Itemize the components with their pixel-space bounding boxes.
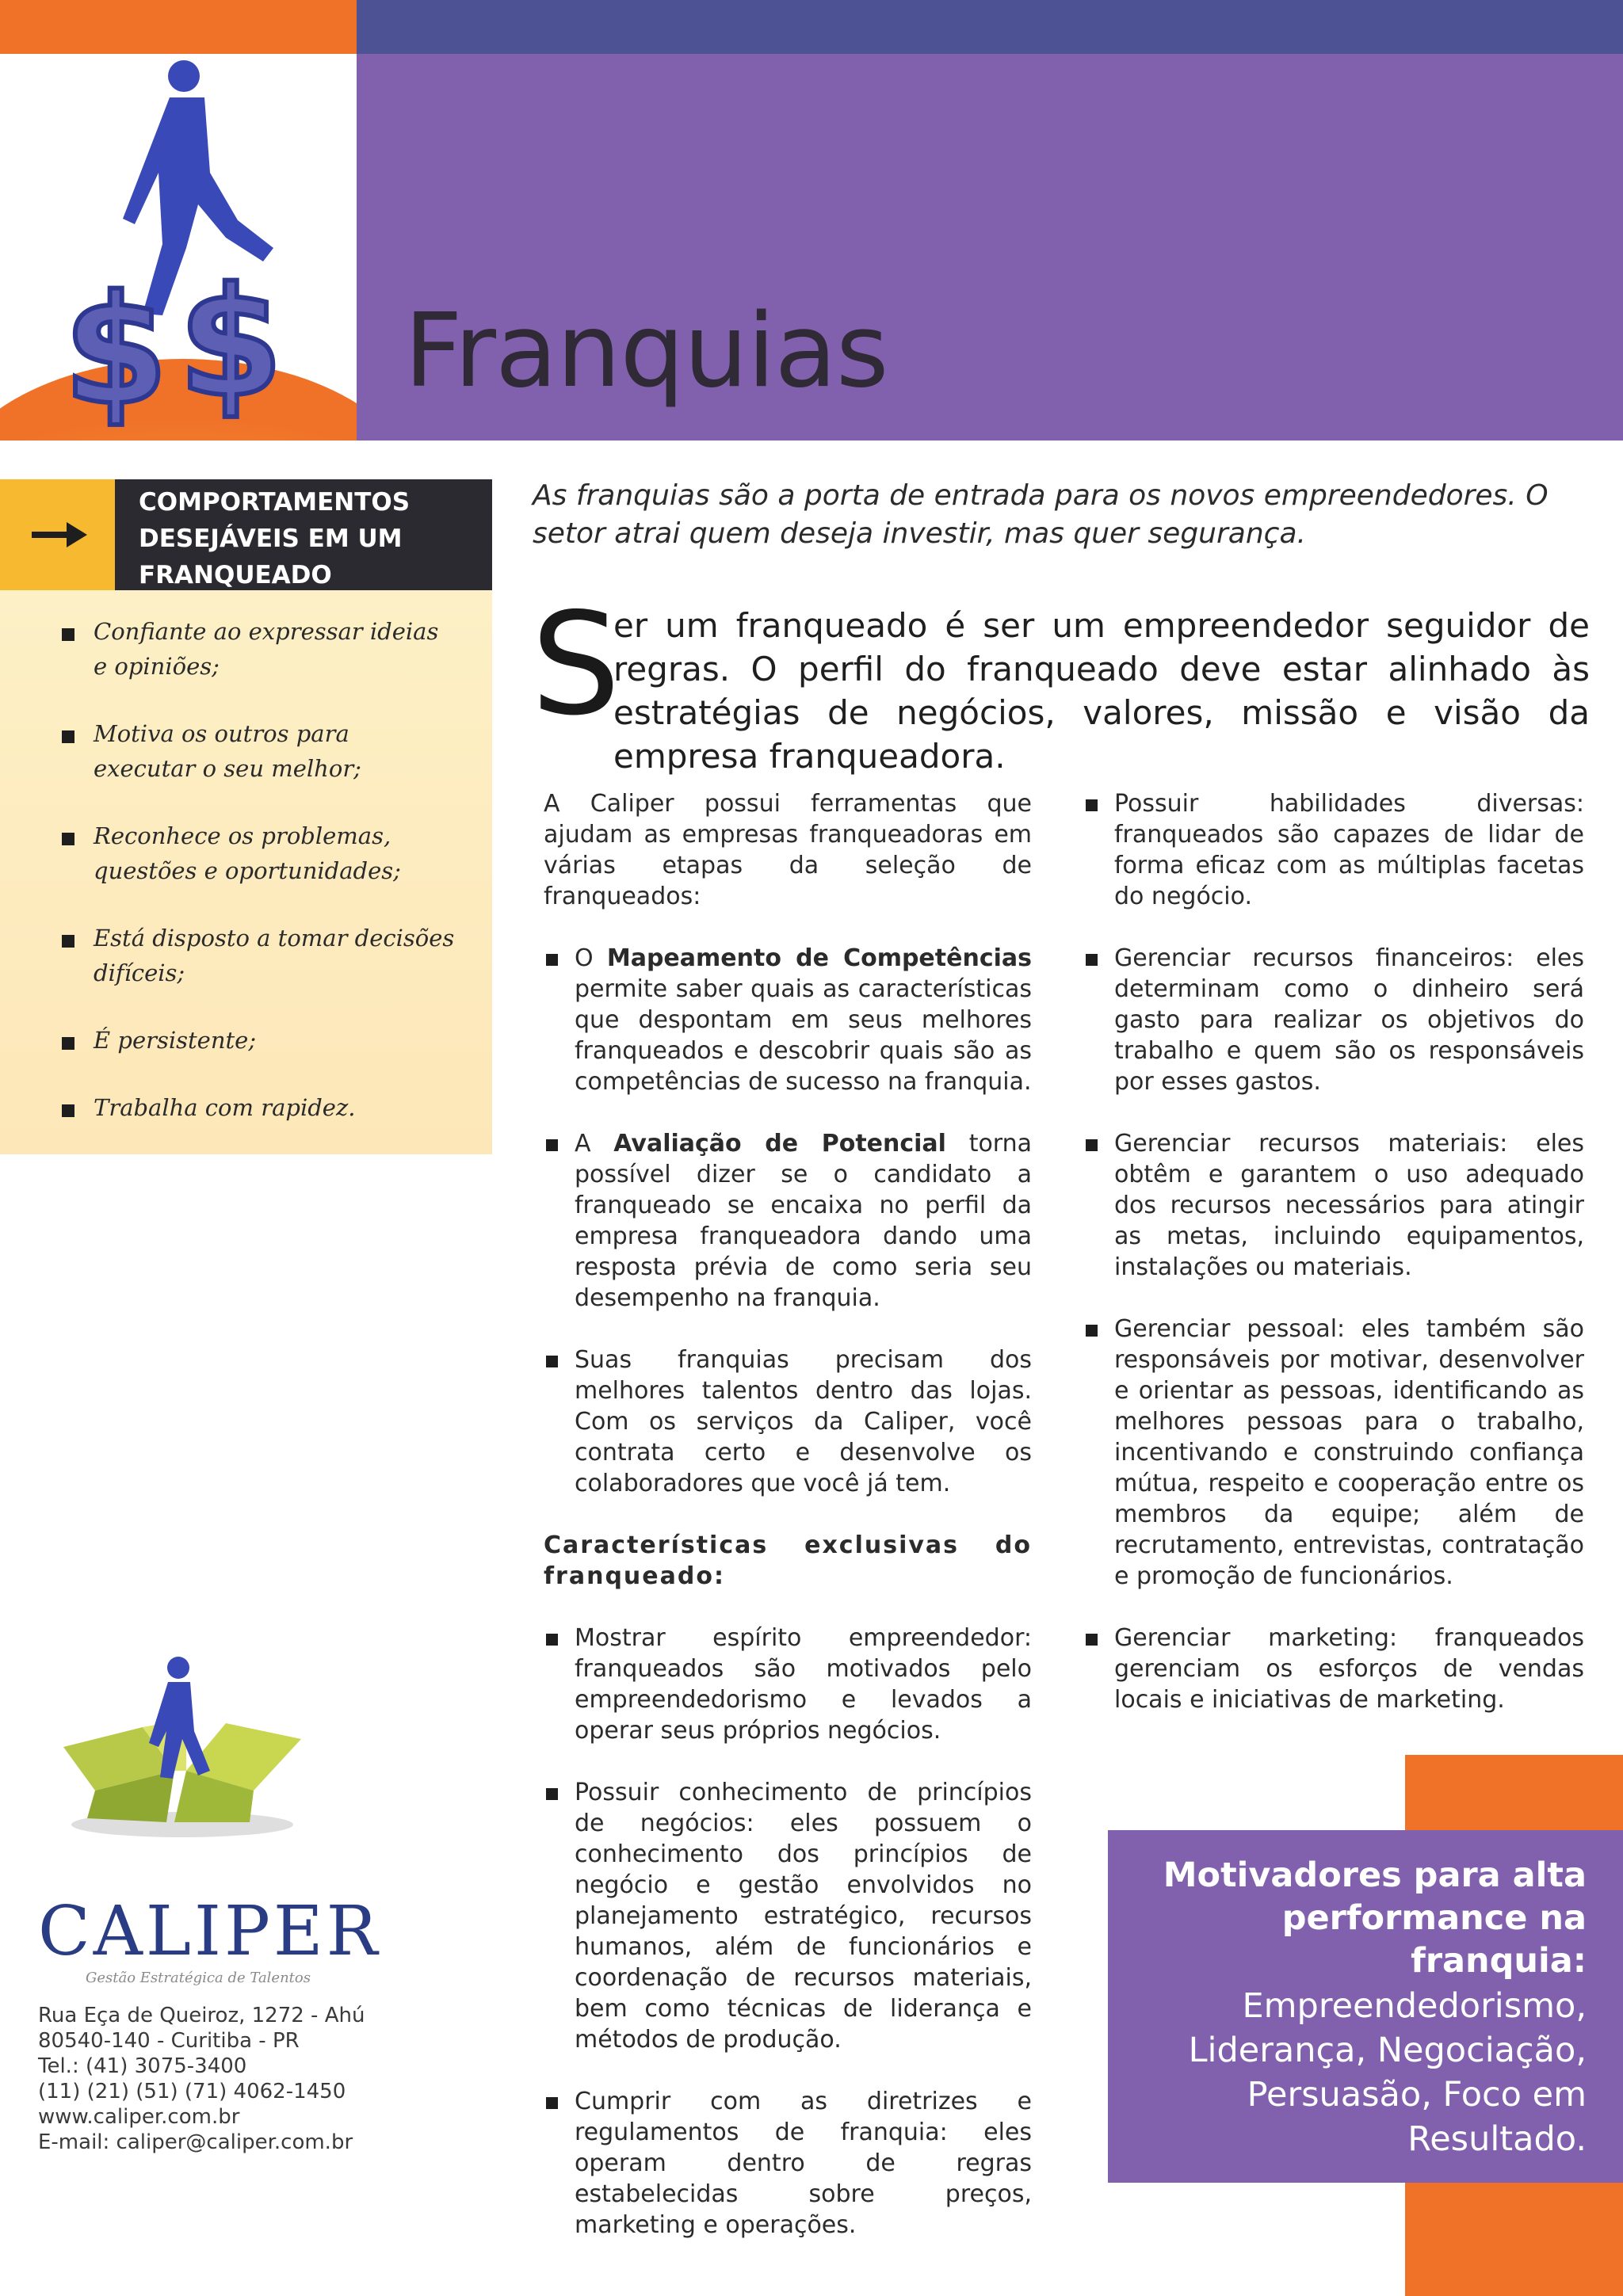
sidebar-list-item: Reconhece os problemas, questões e oportunidades;	[62, 818, 458, 888]
bullet-item: Possuir conhecimento de princípios de negócios: eles possuem o conhecimento dos princípios de negócio e gestão envolvidos no planejamento estratégico, recursos humanos, além de funcionários e coordenação de recursos materiais, bem como técnicas de liderança e métodos de produção.	[544, 1777, 1032, 2055]
contact-website: www.caliper.com.br	[38, 2105, 240, 2129]
motivators-title-line: franquia:	[1411, 1941, 1587, 1981]
bullet-item	[544, 943, 1032, 1097]
top-orange-bar	[0, 0, 357, 54]
bullet-item: Gerenciar recursos materiais: eles obtêm e garantem o uso adequado dos recursos necessários para atingir as metas, incluindo equipamentos, instalações ou materiais.	[1083, 1128, 1584, 1283]
caliper-wordmark: CALIPER	[38, 1892, 381, 1971]
bullet-bold: Avaliação de Potencial	[613, 1130, 946, 1158]
bullet-bold: Mapeamento de Competências	[606, 944, 1032, 972]
bullet-item: Gerenciar marketing: franqueados gerenciam os esforços de vendas locais e iniciativas de marketing.	[1083, 1623, 1584, 1715]
motivators-title	[1132, 1854, 1587, 1982]
bullet-item: Gerenciar recursos financeiros: eles determinam como o dinheiro será gasto para realizar os objetivos do trabalho e quem são os responsáveis por esses gastos.	[1083, 943, 1584, 1097]
bullet-text: permite saber quais as características que despontam em seus melhores franqueados e descobrir quais são as competências de sucesso na franquia.	[575, 975, 1032, 1096]
page-title: Franquias	[404, 292, 888, 410]
contact-line: 80540-140 - Curitiba - PR	[38, 2029, 300, 2053]
column-paragraph: A Caliper possui ferramentas que ajudam as empresas franqueadoras em várias etapas da seleção de franqueados:	[544, 790, 1032, 910]
arrow-right-icon	[32, 521, 87, 549]
section-subheading: Características exclusivas do franqueado:	[544, 1531, 1032, 1590]
bullet-item: Gerenciar pessoal: eles também são responsáveis por motivar, desenvolver e orientar as pessoas, identificando as melhores pessoas para o trabalho, incentivando e construindo confiança mútua, respeito e cooperação entre os membros da equipe; além de recrutamento, entrevistas, contratação e promoção de funcionários.	[1083, 1314, 1584, 1592]
bullet-item: Suas franquias precisam dos melhores talentos dentro das lojas. Com os serviços da Caliper, você contrata certo e desenvolve os colaboradores que você já tem.	[544, 1344, 1032, 1499]
intro-paragraph: er um franqueado é ser um empreendedor seguidor de regras. O perfil do franqueado deve estar alinhado às estratégias de negócios, valores, missão e visão da empresa franqueadora.	[613, 606, 1590, 776]
header-illustration	[0, 54, 357, 441]
motivators-body-line: Resultado.	[1407, 2119, 1587, 2159]
sidebar-list-item: Confiante ao expressar ideias e opiniões;	[62, 614, 458, 684]
sidebar-heading-line: DESEJÁVEIS EM UM	[139, 524, 403, 553]
contact-line: Rua Eça de Queiroz, 1272 - Ahú	[38, 2004, 365, 2027]
sidebar-list-item: Está disposto a tomar decisões difíceis;	[62, 921, 458, 990]
sidebar-heading-line: COMPORTAMENTOS	[139, 488, 411, 517]
bullet-item: Possuir habilidades diversas: franqueados são capazes de lidar de forma eficaz com as múltiplas facetas do negócio.	[1083, 788, 1584, 912]
right-column	[1083, 788, 1584, 1715]
bullet-text: torna possível dizer se o candidato a franqueado se encaixa no perfil da empresa franqueadora dando uma resposta prévia de como seria seu desempenho na franquia.	[575, 1130, 1033, 1312]
contact-line: Tel.: (41) 3075-3400	[38, 2054, 247, 2078]
left-column	[544, 788, 1032, 2241]
motivators-body-line: Liderança, Negociação,	[1188, 2031, 1587, 2070]
lead-paragraph: As franquias são a porta de entrada para os novos empreendedores. O setor atrai quem deseja investir, mas quer segurança.	[533, 479, 1549, 550]
sidebar-panel	[0, 590, 492, 1154]
motivators-orange-accent-top	[1405, 1755, 1623, 1830]
bullet-item: Cumprir com as diretrizes e regulamentos de franquia: eles operam dentro de regras estabelecidas sobre preços, marketing e operações.	[544, 2086, 1032, 2241]
caliper-logo-graphic	[48, 1652, 317, 1846]
sidebar-heading-line: FRANQUEADO	[139, 561, 332, 589]
top-navy-bar	[357, 0, 1623, 54]
sidebar-heading	[115, 479, 492, 590]
motivators-body-line: Empreendedorismo,	[1242, 1986, 1587, 2026]
contact-line: (11) (21) (51) (71) 4062-1450	[38, 2080, 346, 2103]
contact-block	[38, 2003, 365, 2155]
sidebar-list	[62, 614, 458, 1158]
bullet-item	[544, 1128, 1032, 1314]
bullet-item: Mostrar espírito empreendedor: franqueados são motivados pelo empreendedorismo e levados a operar seus próprios negócios.	[544, 1623, 1032, 1746]
motivators-title-line: performance na	[1281, 1898, 1587, 1938]
bullet-prefix: A	[575, 1130, 614, 1158]
motivators-body	[1132, 1984, 1587, 2161]
motivators-body-line: Persuasão, Foco em	[1247, 2075, 1587, 2115]
sidebar-list-item: É persistente;	[62, 1023, 458, 1058]
drop-cap: S	[531, 582, 621, 746]
svg-text:$: $	[63, 263, 169, 438]
motivators-box	[1108, 1830, 1623, 2183]
contact-email: E-mail: caliper@caliper.com.br	[38, 2130, 353, 2154]
caliper-tagline: Gestão Estratégica de Talentos	[86, 1970, 311, 1986]
bullet-prefix: O	[575, 944, 607, 972]
motivators-orange-accent-bottom	[1405, 2183, 1623, 2296]
sidebar-arrow-box	[0, 479, 115, 590]
sidebar-list-item: Trabalha com rapidez.	[62, 1090, 458, 1125]
svg-text:$: $	[178, 255, 284, 430]
sidebar-list-item: Motiva os outros para executar o seu melhor;	[62, 716, 458, 786]
motivators-title-line: Motivadores para alta	[1163, 1855, 1587, 1895]
